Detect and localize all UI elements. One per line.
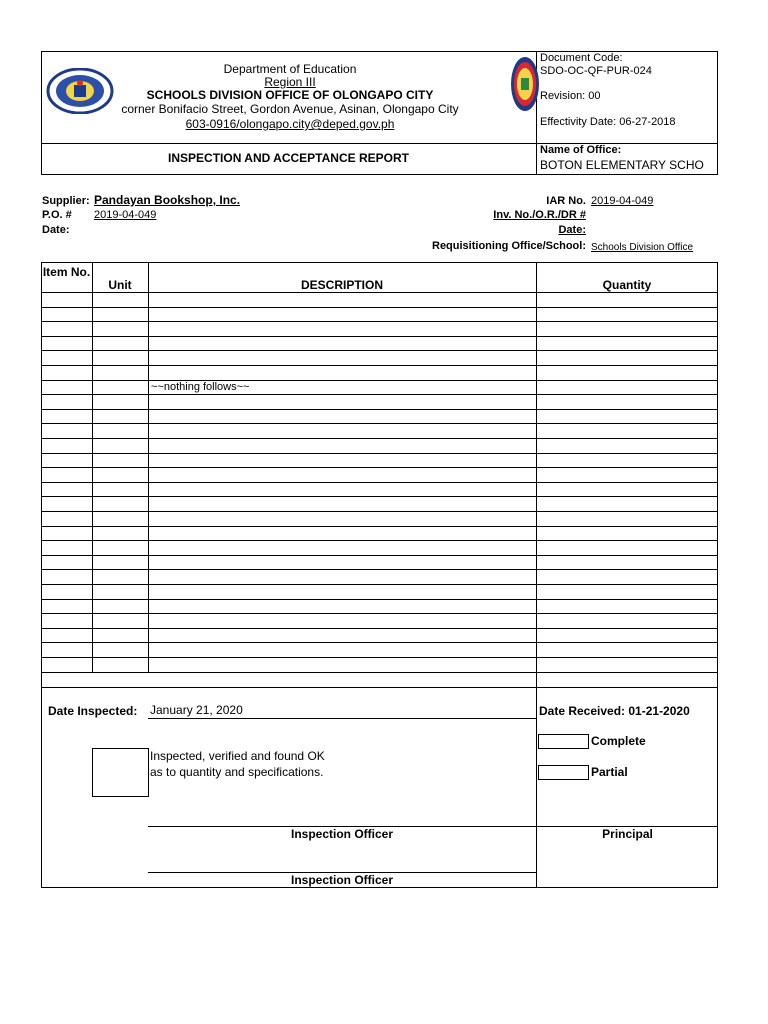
table-row <box>41 511 718 512</box>
complete-checkbox[interactable] <box>538 734 589 749</box>
table-row <box>41 482 718 483</box>
inspected-ok-text2: as to quantity and specifications. <box>150 765 324 779</box>
doc-code: SDO-OC-QF-PUR-024 <box>540 65 652 77</box>
po-value: 2019-04-049 <box>94 209 157 221</box>
table-row <box>41 292 718 293</box>
table-row <box>41 628 718 629</box>
table-row <box>41 569 718 570</box>
office-name: SCHOOLS DIVISION OFFICE OF OLONGAPO CITY <box>146 88 434 102</box>
date-inspected-value: January 21, 2020 <box>150 703 243 717</box>
req-value: Schools Division Office <box>591 242 694 253</box>
table-row <box>41 467 718 468</box>
table-row <box>41 672 718 673</box>
table-row <box>41 526 718 527</box>
table-row <box>41 555 718 556</box>
col-item-header: Item No. <box>42 265 91 279</box>
table-row <box>41 599 718 600</box>
col-qty-header: Quantity <box>602 278 652 292</box>
date-inspected-line <box>148 718 536 719</box>
table-row <box>41 657 718 658</box>
table-row <box>41 350 718 351</box>
nothing-follows-note: ~~nothing follows~~ <box>151 381 250 393</box>
dept-name: Department of Education <box>223 62 357 76</box>
table-row <box>41 380 718 381</box>
report-title: INSPECTION AND ACCEPTANCE REPORT <box>168 151 409 165</box>
inspected-ok-text: Inspected, verified and found OK <box>150 749 325 763</box>
col-desc-header: DESCRIPTION <box>300 278 383 292</box>
office-contact: 603-0916/olongapo.city@deped.gov.ph <box>185 117 395 131</box>
table-row <box>41 613 718 614</box>
bottom-divider <box>536 687 537 888</box>
doc-code-label: Document Code: <box>540 52 623 64</box>
office-value: BOTON ELEMENTARY SCHO <box>540 158 704 172</box>
table-row <box>41 336 718 337</box>
table-row <box>41 409 718 410</box>
region: Region III <box>264 75 316 89</box>
table-row <box>41 307 718 308</box>
table-row <box>41 438 718 439</box>
partial-checkbox[interactable] <box>538 765 589 780</box>
table-row <box>41 453 718 454</box>
table-row <box>41 365 718 366</box>
inspected-ok-checkbox[interactable] <box>92 748 149 797</box>
inv-label: Inv. No./O.R./DR # <box>493 209 586 221</box>
date2-label: Date: <box>558 224 586 236</box>
po-label: P.O. # <box>42 209 72 221</box>
complete-label: Complete <box>591 734 646 748</box>
office-address: corner Bonifacio Street, Gordon Avenue, Asinan, Olongapo City <box>121 102 459 116</box>
sdo-seal-icon <box>510 56 540 112</box>
title-divider <box>536 143 537 175</box>
date-label: Date: <box>42 224 70 236</box>
effectivity-date: Effectivity Date: 06-27-2018 <box>540 116 676 128</box>
items-table <box>41 262 718 688</box>
supplier-value: Pandayan Bookshop, Inc. <box>94 193 241 207</box>
supplier-label: Supplier: <box>42 195 90 207</box>
table-row <box>41 584 718 585</box>
revision: Revision: 00 <box>540 90 601 102</box>
req-label: Requisitioning Office/School: <box>432 240 586 252</box>
col-divider <box>536 262 537 688</box>
office-label: Name of Office: <box>540 144 622 156</box>
table-row <box>41 423 718 424</box>
date-inspected-label: Date Inspected: <box>48 704 138 718</box>
table-row <box>41 321 718 322</box>
inspection-officer-1: Inspection Officer <box>290 827 394 841</box>
iar-label: IAR No. <box>546 195 586 207</box>
table-row <box>41 496 718 497</box>
col-unit-header: Unit <box>108 278 132 292</box>
table-row <box>41 394 718 395</box>
date-received: Date Received: 01-21-2020 <box>539 704 690 718</box>
iar-value: 2019-04-049 <box>591 195 654 207</box>
table-row <box>41 642 718 643</box>
table-row <box>41 540 718 541</box>
partial-label: Partial <box>591 765 628 779</box>
inspection-officer-2: Inspection Officer <box>290 873 394 887</box>
principal-label: Principal <box>602 827 653 841</box>
